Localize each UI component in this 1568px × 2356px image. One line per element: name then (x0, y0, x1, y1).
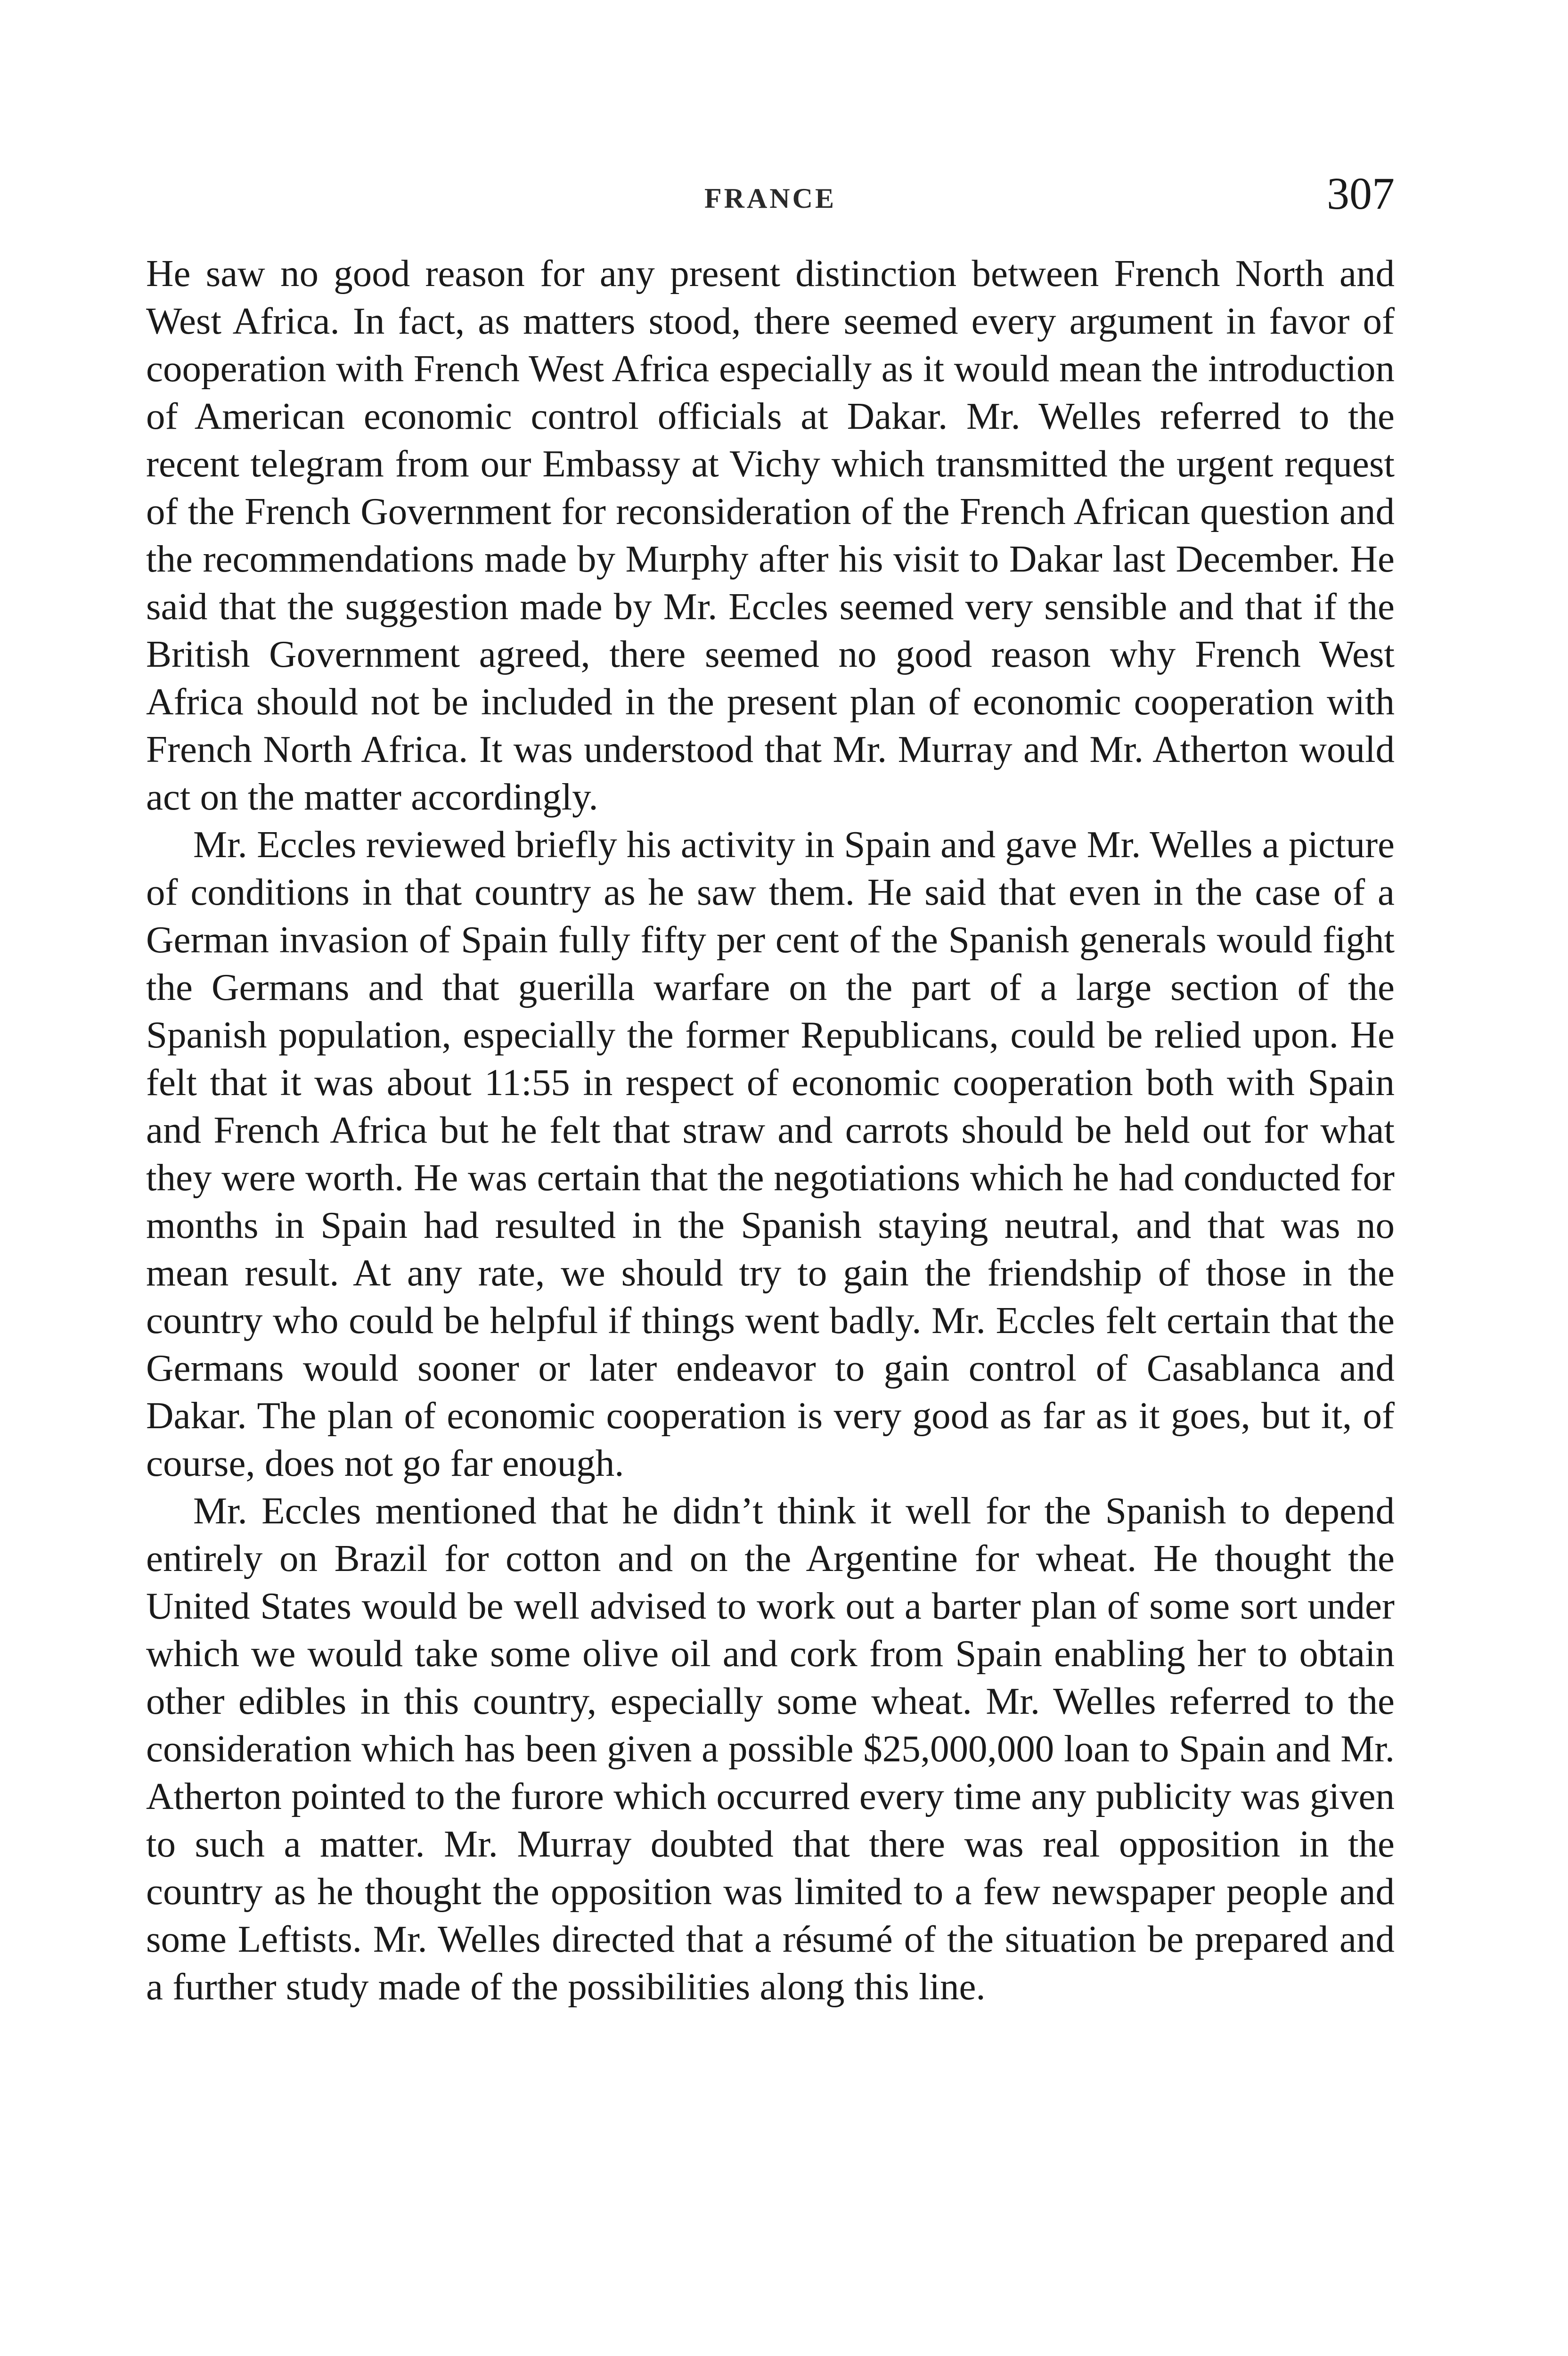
page-number: 307 (1327, 168, 1395, 219)
paragraph-2: Mr. Eccles reviewed briefly his activity in Spain and gave Mr. Welles a picture of conditions in that country as he saw them. He said that even in the case of a German invasion of Spain fully fifty per cent of the Spanish generals would fight the Germans and that guerilla warfare on the part of a large section of the Spanish population, especially the former Republicans, could be relied upon. He felt that it was about 11:55 in respect of economic cooperation both with Spain and French Africa but he felt that straw and carrots should be held out for what they were worth. He was certain that the negotiations which he had conducted for months in Spain had resulted in the Spanish staying neutral, and that was no mean result. At any rate, we should try to gain the friendship of those in the country who could be helpful if things went badly. Mr. Eccles felt certain that the Germans would sooner or later endeavor to gain control of Casablanca and Dakar. The plan of economic cooperation is very good as far as it goes, but it, of course, does not go far enough. (146, 823, 1395, 1484)
running-head (146, 167, 1395, 224)
paragraph-1: He saw no good reason for any present distinction between French North and West Africa. In fact, as matters stood, there seemed every argument in favor of cooperation with French West Africa especially as it would mean the introduction of American economic control officials at Dakar. Mr. Welles referred to the recent telegram from our Embassy at Vichy which transmitted the urgent request of the French Government for reconsideration of the French African question and the recommendations made by Murphy after his visit to Dakar last December. He said that the suggestion made by Mr. Eccles seemed very sensible and that if the British Government agreed, there seemed no good reason why French West Africa should not be included in the present plan of economic cooperation with French North Africa. It was understood that Mr. Murray and Mr. Atherton would act on the matter accordingly. (146, 252, 1395, 818)
paragraph-3: Mr. Eccles mentioned that he didn’t think it well for the Spanish to depend entirely on Brazil for cotton and on the Argentine for wheat. He thought the United States would be well advised to work out a barter plan of some sort under which we would take some olive oil and cork from Spain enabling her to obtain other edibles in this country, especially some wheat. Mr. Welles referred to the consideration which has been given a possible $25,000,000 loan to Spain and Mr. Atherton pointed to the furore which occurred every time any publicity was given to such a matter. Mr. Murray doubted that there was real opposition in the country as he thought the opposition was limited to a few newspaper people and some Leftists. Mr. Welles directed that a résumé of the situation be prepared and a further study made of the possibilities along this line. (146, 1489, 1395, 2008)
running-title: FRANCE (704, 183, 836, 214)
body-text (146, 250, 1395, 2011)
